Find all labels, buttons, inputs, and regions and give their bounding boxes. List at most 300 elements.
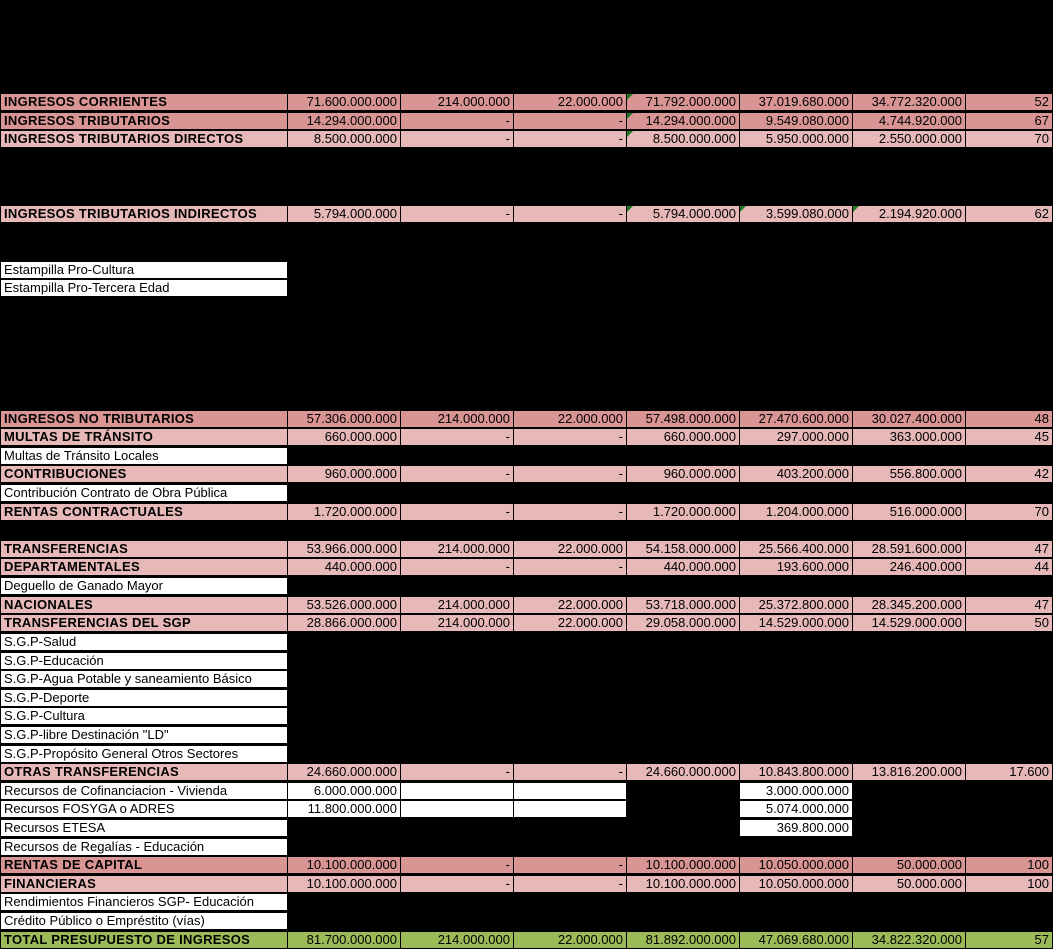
value-cell[interactable]: 1.720.000.000 (287, 503, 401, 521)
table-row (0, 875, 1053, 893)
row-label[interactable]: RENTAS CONTRACTUALES (0, 503, 288, 521)
value-cell[interactable] (739, 652, 853, 670)
value-cell[interactable]: 214.000.000 (400, 540, 514, 558)
value-cell[interactable]: 246.400.000 (852, 558, 966, 576)
value-cell[interactable]: 5.794.000.000 (626, 205, 740, 223)
value-cell[interactable] (287, 279, 401, 297)
value-cell[interactable] (400, 484, 514, 502)
value-cell[interactable]: 50.000.000 (852, 875, 966, 893)
value-cell[interactable] (739, 745, 853, 763)
value-cell[interactable] (852, 819, 966, 837)
value-cell[interactable]: 22.000.000 (513, 596, 627, 614)
value-cell[interactable]: 13.816.200.000 (852, 763, 966, 781)
value-cell[interactable] (626, 670, 740, 688)
value-cell[interactable] (965, 577, 1053, 595)
value-cell[interactable] (400, 726, 514, 744)
value-cell[interactable] (852, 279, 966, 297)
value-cell[interactable]: 71.600.000.000 (287, 93, 401, 111)
value-cell[interactable] (626, 577, 740, 595)
value-cell[interactable] (852, 893, 966, 911)
table-row (0, 112, 1053, 130)
value-cell[interactable] (852, 447, 966, 465)
value-cell[interactable] (400, 912, 514, 930)
value-cell[interactable] (287, 912, 401, 930)
value-cell[interactable] (852, 689, 966, 707)
value-cell[interactable]: 37.019.680.000 (739, 93, 853, 111)
row-label[interactable]: S.G.P-libre Destinación "LD" (0, 726, 288, 744)
value-cell[interactable]: - (513, 875, 627, 893)
table-row (0, 726, 1053, 744)
row-label[interactable]: TOTAL PRESUPUESTO DE INGRESOS (0, 931, 288, 949)
value-cell[interactable] (626, 745, 740, 763)
value-cell[interactable] (965, 819, 1053, 837)
row-label[interactable]: S.G.P-Agua Potable y saneamiento Básico (0, 670, 288, 688)
value-cell[interactable]: - (400, 875, 514, 893)
value-cell[interactable]: 214.000.000 (400, 596, 514, 614)
value-cell[interactable] (287, 261, 401, 279)
table-row (0, 261, 1053, 279)
value-cell[interactable] (626, 707, 740, 725)
value-cell[interactable]: 44 (965, 558, 1053, 576)
value-cell[interactable]: 403.200.000 (739, 465, 853, 483)
value-cell[interactable] (852, 838, 966, 856)
value-cell[interactable]: 8.500.000.000 (287, 130, 401, 148)
value-cell[interactable] (287, 577, 401, 595)
value-cell[interactable] (287, 819, 401, 837)
value-cell[interactable] (626, 819, 740, 837)
row-label[interactable]: S.G.P-Deporte (0, 689, 288, 707)
value-cell[interactable]: 53.966.000.000 (287, 540, 401, 558)
value-cell[interactable] (739, 689, 853, 707)
value-cell[interactable]: 4.744.920.000 (852, 112, 966, 130)
value-cell[interactable]: 440.000.000 (287, 558, 401, 576)
value-cell[interactable] (965, 633, 1053, 651)
value-cell[interactable]: 2.194.920.000 (852, 205, 966, 223)
value-cell[interactable]: 960.000.000 (287, 465, 401, 483)
value-cell[interactable]: 369.800.000 (739, 819, 853, 837)
value-cell[interactable] (287, 745, 401, 763)
table-row (0, 745, 1053, 763)
value-cell[interactable] (965, 893, 1053, 911)
value-cell[interactable]: 28.591.600.000 (852, 540, 966, 558)
value-cell[interactable] (739, 577, 853, 595)
table-row (0, 689, 1053, 707)
value-cell[interactable]: 214.000.000 (400, 614, 514, 632)
value-cell[interactable] (965, 652, 1053, 670)
value-cell[interactable]: - (513, 428, 627, 446)
value-cell[interactable]: 2.550.000.000 (852, 130, 966, 148)
value-cell[interactable] (513, 726, 627, 744)
value-cell[interactable] (852, 633, 966, 651)
value-cell[interactable] (513, 800, 627, 818)
value-cell[interactable]: 47 (965, 540, 1053, 558)
value-cell[interactable]: 22.000.000 (513, 410, 627, 428)
value-cell[interactable] (513, 745, 627, 763)
value-cell[interactable]: 214.000.000 (400, 93, 514, 111)
value-cell[interactable] (626, 782, 740, 800)
value-cell[interactable]: 10.050.000.000 (739, 875, 853, 893)
value-cell[interactable]: 29.058.000.000 (626, 614, 740, 632)
value-cell[interactable]: - (400, 428, 514, 446)
value-cell[interactable]: - (400, 465, 514, 483)
value-cell[interactable]: 10.100.000.000 (287, 875, 401, 893)
row-label[interactable]: OTRAS TRANSFERENCIAS (0, 763, 288, 781)
table-row (0, 279, 1053, 297)
value-cell[interactable] (965, 838, 1053, 856)
value-cell[interactable] (513, 279, 627, 297)
row-label[interactable]: Multas de Tránsito Locales (0, 447, 288, 465)
value-cell[interactable] (965, 912, 1053, 930)
value-cell[interactable]: 45 (965, 428, 1053, 446)
value-cell[interactable] (626, 484, 740, 502)
value-cell[interactable]: 5.794.000.000 (287, 205, 401, 223)
value-cell[interactable]: 24.660.000.000 (626, 763, 740, 781)
table-row (0, 205, 1053, 223)
table-row (0, 558, 1053, 576)
value-cell[interactable]: 42 (965, 465, 1053, 483)
value-cell[interactable] (852, 670, 966, 688)
value-cell[interactable] (852, 800, 966, 818)
table-row (0, 912, 1053, 930)
value-cell[interactable]: 50 (965, 614, 1053, 632)
table-row (0, 540, 1053, 558)
value-cell[interactable] (852, 484, 966, 502)
row-label[interactable]: S.G.P-Salud (0, 633, 288, 651)
value-cell[interactable] (400, 261, 514, 279)
value-cell[interactable] (739, 670, 853, 688)
value-cell[interactable]: 363.000.000 (852, 428, 966, 446)
value-cell[interactable]: - (513, 856, 627, 874)
value-cell[interactable] (965, 484, 1053, 502)
value-cell[interactable] (739, 893, 853, 911)
value-cell[interactable] (513, 447, 627, 465)
table-row (0, 652, 1053, 670)
value-cell[interactable] (965, 745, 1053, 763)
value-cell[interactable]: - (400, 558, 514, 576)
value-cell[interactable]: 81.700.000.000 (287, 931, 401, 949)
value-cell[interactable] (626, 261, 740, 279)
value-cell[interactable]: 22.000.000 (513, 614, 627, 632)
value-cell[interactable]: 440.000.000 (626, 558, 740, 576)
value-cell[interactable] (626, 689, 740, 707)
value-cell[interactable]: 54.158.000.000 (626, 540, 740, 558)
value-cell[interactable]: - (513, 503, 627, 521)
value-cell[interactable]: 14.294.000.000 (287, 112, 401, 130)
table-row (0, 130, 1053, 148)
value-cell[interactable]: 14.529.000.000 (852, 614, 966, 632)
value-cell[interactable]: 22.000.000 (513, 93, 627, 111)
value-cell[interactable] (739, 912, 853, 930)
value-cell[interactable] (513, 893, 627, 911)
value-cell[interactable] (287, 689, 401, 707)
row-label[interactable]: Rendimientos Financieros SGP- Educación (0, 893, 288, 911)
value-cell[interactable]: 22.000.000 (513, 540, 627, 558)
value-cell[interactable] (513, 633, 627, 651)
value-cell[interactable]: 14.294.000.000 (626, 112, 740, 130)
value-cell[interactable] (852, 782, 966, 800)
value-cell[interactable]: 10.050.000.000 (739, 856, 853, 874)
value-cell[interactable] (287, 652, 401, 670)
value-cell[interactable]: 57 (965, 931, 1053, 949)
value-cell[interactable]: - (400, 130, 514, 148)
value-cell[interactable] (852, 707, 966, 725)
value-cell[interactable]: - (513, 112, 627, 130)
value-cell[interactable]: 10.843.800.000 (739, 763, 853, 781)
value-cell[interactable] (626, 912, 740, 930)
table-row (0, 633, 1053, 651)
value-cell[interactable] (626, 447, 740, 465)
value-cell[interactable]: - (513, 558, 627, 576)
value-cell[interactable] (287, 670, 401, 688)
value-cell[interactable]: 30.027.400.000 (852, 410, 966, 428)
value-cell[interactable] (965, 447, 1053, 465)
value-cell[interactable] (287, 838, 401, 856)
value-cell[interactable]: 960.000.000 (626, 465, 740, 483)
value-cell[interactable]: 27.470.600.000 (739, 410, 853, 428)
value-cell[interactable] (513, 689, 627, 707)
value-cell[interactable]: 34.822.320.000 (852, 931, 966, 949)
value-cell[interactable] (626, 800, 740, 818)
value-cell[interactable] (965, 800, 1053, 818)
value-cell[interactable]: - (400, 503, 514, 521)
value-cell[interactable] (400, 838, 514, 856)
table-row (0, 447, 1053, 465)
value-cell[interactable]: 34.772.320.000 (852, 93, 966, 111)
row-label[interactable]: S.G.P-Educación (0, 652, 288, 670)
value-cell[interactable] (400, 577, 514, 595)
value-cell[interactable] (400, 707, 514, 725)
value-cell[interactable]: 53.718.000.000 (626, 596, 740, 614)
value-cell[interactable]: 516.000.000 (852, 503, 966, 521)
value-cell[interactable]: 3.599.080.000 (739, 205, 853, 223)
value-cell[interactable] (513, 782, 627, 800)
value-cell[interactable] (965, 782, 1053, 800)
value-cell[interactable]: 14.529.000.000 (739, 614, 853, 632)
value-cell[interactable] (513, 912, 627, 930)
value-cell[interactable]: 53.526.000.000 (287, 596, 401, 614)
value-cell[interactable]: 100 (965, 856, 1053, 874)
value-cell[interactable]: 52 (965, 93, 1053, 111)
value-cell[interactable]: 70 (965, 130, 1053, 148)
value-cell[interactable] (400, 670, 514, 688)
value-cell[interactable] (852, 912, 966, 930)
value-cell[interactable] (513, 577, 627, 595)
value-cell[interactable]: - (400, 763, 514, 781)
value-cell[interactable]: 22.000.000 (513, 931, 627, 949)
table-row (0, 503, 1053, 521)
value-cell[interactable]: 3.000.000.000 (739, 782, 853, 800)
value-cell[interactable]: 660.000.000 (287, 428, 401, 446)
value-cell[interactable]: 47 (965, 596, 1053, 614)
value-cell[interactable]: 71.792.000.000 (626, 93, 740, 111)
row-label[interactable]: CONTRIBUCIONES (0, 465, 288, 483)
value-cell[interactable] (400, 633, 514, 651)
row-label[interactable]: Recursos de Cofinanciacion - Vivienda (0, 782, 288, 800)
value-cell[interactable] (739, 633, 853, 651)
value-cell[interactable] (287, 633, 401, 651)
value-cell[interactable]: 47.069.680.000 (739, 931, 853, 949)
table-row (0, 763, 1053, 781)
value-cell[interactable]: 10.100.000.000 (626, 856, 740, 874)
value-cell[interactable] (739, 261, 853, 279)
value-cell[interactable] (513, 670, 627, 688)
value-cell[interactable] (626, 838, 740, 856)
value-cell[interactable]: 11.800.000.000 (287, 800, 401, 818)
value-cell[interactable] (400, 819, 514, 837)
value-cell[interactable]: - (513, 763, 627, 781)
value-cell[interactable]: 660.000.000 (626, 428, 740, 446)
value-cell[interactable] (400, 745, 514, 763)
row-label[interactable]: FINANCIERAS (0, 875, 288, 893)
value-cell[interactable]: 50.000.000 (852, 856, 966, 874)
value-cell[interactable]: 67 (965, 112, 1053, 130)
table-row (0, 819, 1053, 837)
value-cell[interactable]: - (513, 205, 627, 223)
table-row (0, 893, 1053, 911)
value-cell[interactable]: 48 (965, 410, 1053, 428)
value-cell[interactable]: 6.000.000.000 (287, 782, 401, 800)
value-cell[interactable]: 10.100.000.000 (626, 875, 740, 893)
value-cell[interactable] (739, 279, 853, 297)
value-cell[interactable]: 297.000.000 (739, 428, 853, 446)
value-cell[interactable]: - (400, 205, 514, 223)
value-cell[interactable]: 556.800.000 (852, 465, 966, 483)
value-cell[interactable]: 214.000.000 (400, 410, 514, 428)
value-cell[interactable]: 70 (965, 503, 1053, 521)
value-cell[interactable] (287, 707, 401, 725)
value-cell[interactable] (400, 447, 514, 465)
table-row (0, 707, 1053, 725)
value-cell[interactable] (626, 893, 740, 911)
value-cell[interactable]: 28.866.000.000 (287, 614, 401, 632)
value-cell[interactable] (626, 652, 740, 670)
value-cell[interactable] (287, 447, 401, 465)
row-label[interactable]: TRANSFERENCIAS (0, 540, 288, 558)
value-cell[interactable]: 1.720.000.000 (626, 503, 740, 521)
value-cell[interactable] (739, 838, 853, 856)
value-cell[interactable]: 8.500.000.000 (626, 130, 740, 148)
table-row (0, 428, 1053, 446)
row-label[interactable]: S.G.P-Propósito General Otros Sectores (0, 745, 288, 763)
value-cell[interactable]: 57.306.000.000 (287, 410, 401, 428)
value-cell[interactable] (739, 726, 853, 744)
value-cell[interactable] (852, 726, 966, 744)
table-row (0, 800, 1053, 818)
table-row (0, 410, 1053, 428)
value-cell[interactable]: 193.600.000 (739, 558, 853, 576)
value-cell[interactable] (287, 893, 401, 911)
row-label[interactable]: NACIONALES (0, 596, 288, 614)
row-label[interactable]: S.G.P-Cultura (0, 707, 288, 725)
value-cell[interactable]: - (400, 112, 514, 130)
value-cell[interactable] (965, 670, 1053, 688)
value-cell[interactable] (626, 633, 740, 651)
value-cell[interactable]: 5.950.000.000 (739, 130, 853, 148)
value-cell[interactable]: 100 (965, 875, 1053, 893)
value-cell[interactable]: 57.498.000.000 (626, 410, 740, 428)
value-cell[interactable]: 1.204.000.000 (739, 503, 853, 521)
value-cell[interactable] (513, 838, 627, 856)
table-row (0, 782, 1053, 800)
value-cell[interactable] (965, 726, 1053, 744)
value-cell[interactable] (287, 726, 401, 744)
value-cell[interactable]: 81.892.000.000 (626, 931, 740, 949)
value-cell[interactable] (287, 484, 401, 502)
value-cell[interactable]: 17.600 (965, 763, 1053, 781)
value-cell[interactable] (513, 261, 627, 279)
row-label[interactable]: Recursos de Regalías - Educación (0, 838, 288, 856)
table-row (0, 577, 1053, 595)
value-cell[interactable]: - (513, 465, 627, 483)
row-label[interactable]: Deguello de Ganado Mayor (0, 577, 288, 595)
row-label[interactable]: TRANSFERENCIAS DEL SGP (0, 614, 288, 632)
value-cell[interactable] (513, 819, 627, 837)
value-cell[interactable] (400, 800, 514, 818)
row-label[interactable]: INGRESOS TRIBUTARIOS (0, 112, 288, 130)
row-label[interactable]: Recursos FOSYGA o ADRES (0, 800, 288, 818)
value-cell[interactable] (626, 279, 740, 297)
value-cell[interactable] (965, 279, 1053, 297)
table-row (0, 838, 1053, 856)
row-label[interactable]: RENTAS DE CAPITAL (0, 856, 288, 874)
value-cell[interactable]: 24.660.000.000 (287, 763, 401, 781)
value-cell[interactable]: 62 (965, 205, 1053, 223)
row-label[interactable]: INGRESOS CORRIENTES (0, 93, 288, 111)
row-label[interactable]: INGRESOS NO TRIBUTARIOS (0, 410, 288, 428)
row-label[interactable]: Crédito Público o Empréstito (vías) (0, 912, 288, 930)
value-cell[interactable]: 214.000.000 (400, 931, 514, 949)
value-cell[interactable] (965, 261, 1053, 279)
value-cell[interactable] (626, 726, 740, 744)
value-cell[interactable] (852, 577, 966, 595)
row-label[interactable]: DEPARTAMENTALES (0, 558, 288, 576)
value-cell[interactable] (852, 261, 966, 279)
value-cell[interactable] (400, 279, 514, 297)
value-cell[interactable]: 28.345.200.000 (852, 596, 966, 614)
value-cell[interactable] (739, 484, 853, 502)
row-label[interactable]: MULTAS DE TRÁNSITO (0, 428, 288, 446)
value-cell[interactable]: - (513, 130, 627, 148)
row-label[interactable]: Estampilla Pro-Cultura (0, 261, 288, 279)
row-label[interactable]: Estampilla Pro-Tercera Edad (0, 279, 288, 297)
row-label[interactable]: INGRESOS TRIBUTARIOS INDIRECTOS (0, 205, 288, 223)
value-cell[interactable]: 10.100.000.000 (287, 856, 401, 874)
value-cell[interactable] (513, 652, 627, 670)
value-cell[interactable] (400, 893, 514, 911)
table-row (0, 931, 1053, 949)
value-cell[interactable] (965, 707, 1053, 725)
value-cell[interactable] (400, 782, 514, 800)
value-cell[interactable] (513, 707, 627, 725)
value-cell[interactable] (400, 689, 514, 707)
value-cell[interactable] (852, 745, 966, 763)
value-cell[interactable]: 9.549.080.000 (739, 112, 853, 130)
value-cell[interactable] (739, 447, 853, 465)
value-cell[interactable]: - (400, 856, 514, 874)
value-cell[interactable] (965, 689, 1053, 707)
value-cell[interactable]: 25.566.400.000 (739, 540, 853, 558)
row-label[interactable]: Recursos ETESA (0, 819, 288, 837)
value-cell[interactable] (400, 652, 514, 670)
value-cell[interactable] (739, 707, 853, 725)
value-cell[interactable]: 25.372.800.000 (739, 596, 853, 614)
value-cell[interactable] (852, 652, 966, 670)
value-cell[interactable]: 5.074.000.000 (739, 800, 853, 818)
row-label[interactable]: Contribución Contrato de Obra Pública (0, 484, 288, 502)
table-row (0, 465, 1053, 483)
value-cell[interactable] (513, 484, 627, 502)
row-label[interactable]: INGRESOS TRIBUTARIOS DIRECTOS (0, 130, 288, 148)
